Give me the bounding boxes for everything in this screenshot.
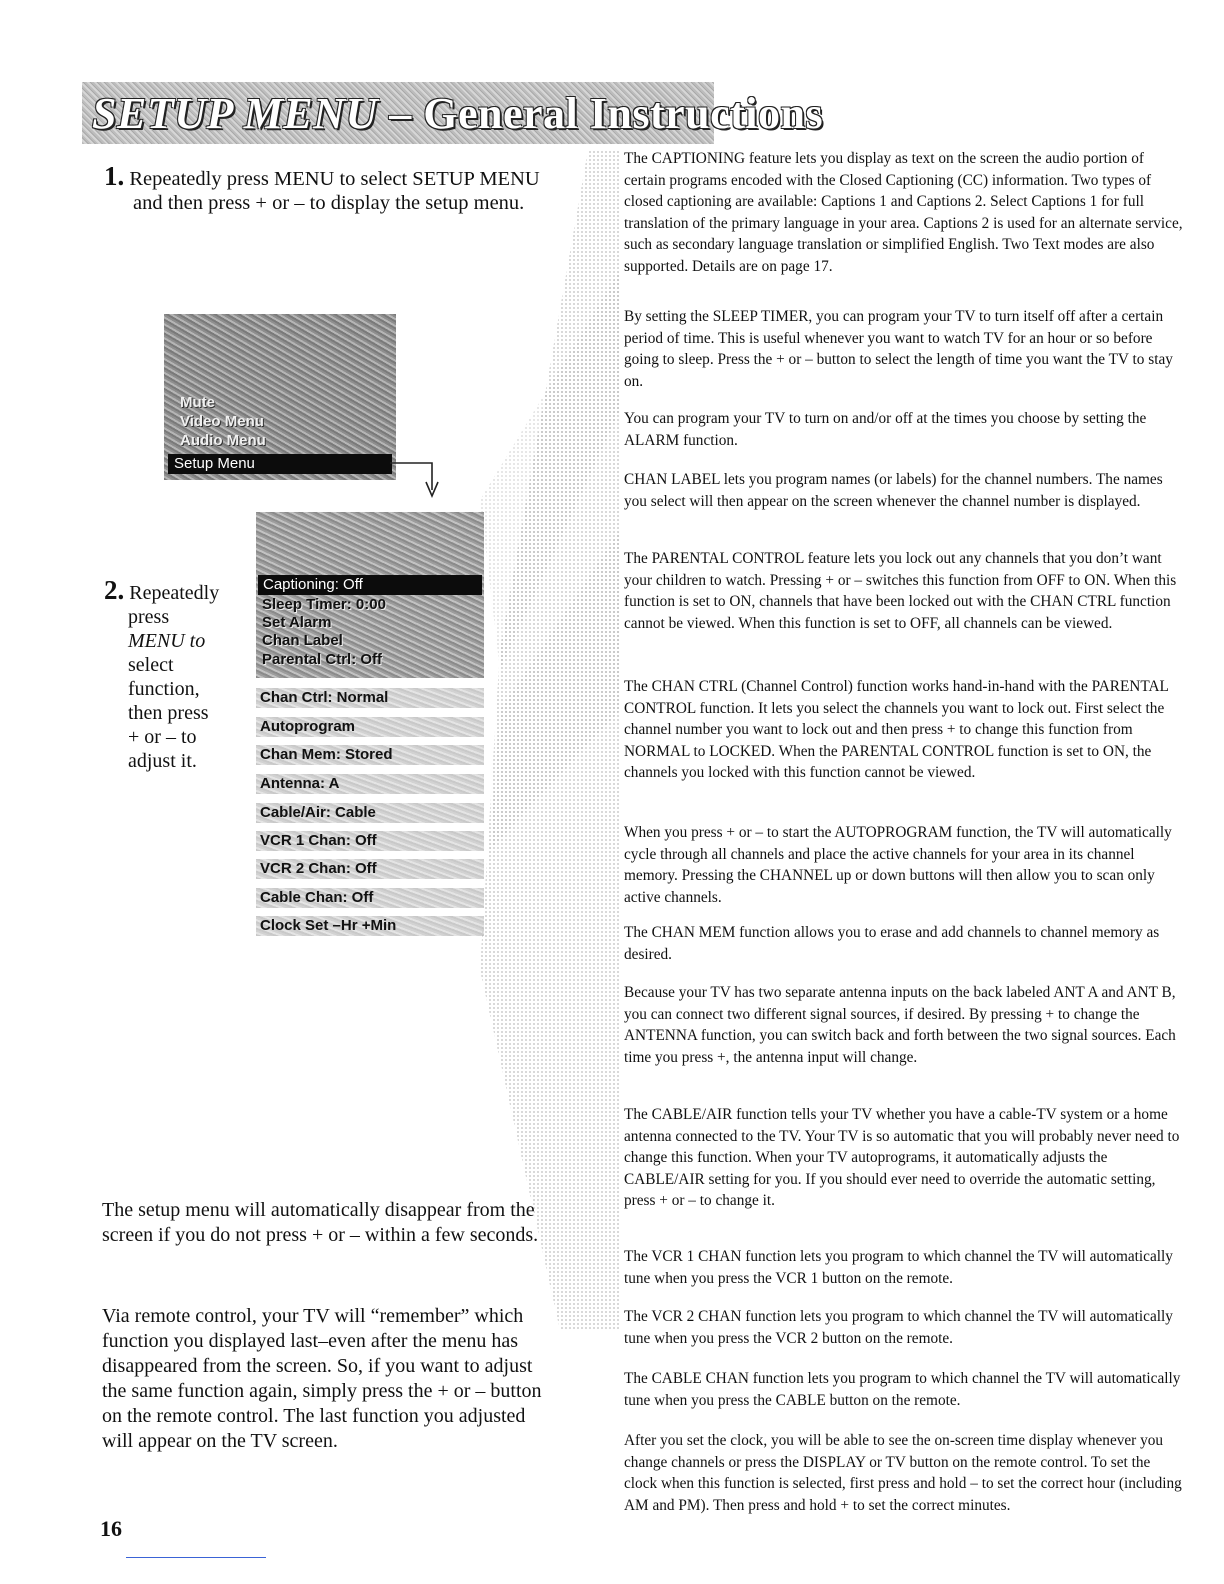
menu-item-cable-chan: Cable Chan: Off (256, 888, 484, 908)
desc-cable-air-text: The CABLE/AIR function tells your TV whether you have a cable-TV system or a home antenna connected to the TV. Your TV is so automatic that you will probably never need to change this function. When your TV autoprograms, it automatically adjusts the CABLE/AIR setting for you. If you should ever need to override the automatic setting, press + or – to change it. (624, 1106, 1180, 1209)
menu-item-cable-air: Cable/Air: Cable (256, 803, 484, 823)
desc-parental-control-text: The PARENTAL CONTROL feature lets you lock out any channels that you don’t want your children to watch. Pressing + or – switches this function from OFF to ON. When this function is set to ON, channels that have been locked out with the CHAN CTRL function cannot be viewed. When this function is set to OFF, all channels can be viewed. (624, 550, 1177, 632)
main-menu-screen (164, 314, 396, 480)
menu-item-autoprogram: Autoprogram (256, 717, 484, 737)
desc-captioning-text: The CAPTIONING feature lets you display as text on the screen the audio portion of certain programs encoded with the Closed Captioning (CC) information. Two types of closed captioning are available: Captions 1 and Captions 2. Select Captions 1 for full translation of the primary language in your area. Captions 2 is used for an alternate service, such as secondary language translation or simplified English. Two Text modes are also supported. Details are on page 17. (624, 150, 1183, 275)
menu-item-chan-mem: Chan Mem: Stored (256, 745, 484, 765)
desc-clock-set-text: After you set the clock, you will be able to see the on-screen time display whenever you change channels or press the DISPLAY or TV button on the remote control. To set the clock when this function is selected, first press and hold – to set the correct hour (including AM and PM). Then press and hold + to set the correct minutes. (624, 1432, 1182, 1514)
step-1-line-1: Repeatedly press MENU to select SETUP MENU (129, 168, 540, 190)
disappear-note: The setup menu will automatically disappear from the screen if you do not press + or – within a few seconds. (102, 1199, 539, 1246)
step-2-line-6: then press (128, 702, 209, 724)
menu-item-antenna: Antenna: A (256, 774, 484, 794)
desc-chan-ctrl (624, 676, 1184, 784)
menu-item-video-menu: Video Menu (180, 413, 264, 430)
desc-captioning (624, 148, 1184, 277)
desc-chan-ctrl-text: The CHAN CTRL (Channel Control) function works hand-in-hand with the PARENTAL CONTROL function. It lets you select the channels you want to lock out. First select the channel number you want to lock out and then press + to change this function from NORMAL to LOCKED. When the PARENTAL CONTROL function is set to ON, the channels you locked with this function cannot be viewed. (624, 678, 1169, 781)
menu-item-setup-menu-selected: Setup Menu (168, 454, 392, 474)
step-2-line-2: press (128, 606, 170, 628)
step-2-line-1: Repeatedly (129, 582, 220, 604)
step-1-number: 1. (104, 161, 125, 191)
menu-item-audio-menu: Audio Menu (180, 432, 266, 449)
menu-item-sleep-timer: Sleep Timer: 0:00 (262, 596, 386, 613)
desc-autoprogram (624, 822, 1184, 908)
desc-clock-set (624, 1430, 1184, 1516)
step-2 (104, 575, 244, 773)
step-2-line-7: + or – to (128, 726, 197, 748)
remember-note: Via remote control, your TV will “remember” which function you displayed last–even after the menu has disappeared from the screen. So, if you want to adjust the same function again, simply press the + or – button on the remote control. The last function you adjusted will appear on the TV screen. (102, 1305, 542, 1452)
page-title (92, 88, 823, 139)
desc-sleep-timer-text: By setting the SLEEP TIMER, you can program your TV to turn itself off after a certain period of time. This is useful whenever you want to watch TV for an hour or so before going to sleep. Press the + or – button to select the length of time you want the TV to stay on. (624, 308, 1173, 390)
menu-item-captioning-selected: Captioning: Off (258, 575, 482, 595)
page-number: 16 (100, 1516, 122, 1541)
menu-item-chan-label: Chan Label (262, 632, 343, 649)
menu-item-mute: Mute (180, 394, 215, 411)
desc-vcr2-chan (624, 1306, 1184, 1349)
title-banner (82, 82, 824, 144)
desc-vcr1-chan (624, 1246, 1184, 1289)
menu-item-chan-ctrl: Chan Ctrl: Normal (256, 688, 484, 708)
step-2-line-4: select (128, 654, 174, 676)
footer-rule (126, 1557, 266, 1558)
page-title-italic: SETUP MENU (92, 89, 378, 138)
menu-item-vcr1-chan: VCR 1 Chan: Off (256, 831, 484, 851)
desc-vcr2-chan-text: The VCR 2 CHAN function lets you program to which channel the TV will automatically tune when you press the VCR 2 button on the remote. (624, 1308, 1173, 1347)
desc-sleep-timer (624, 306, 1184, 392)
desc-alarm (624, 408, 1184, 451)
desc-chan-mem-text: The CHAN MEM function allows you to erase and add channels to channel memory as desired. (624, 924, 1160, 963)
step-2-line-3: MENU to (128, 630, 206, 652)
step-2-line-8: adjust it. (128, 750, 197, 772)
step-2-line-5: function, (128, 678, 200, 700)
desc-parental-control (624, 548, 1184, 634)
menu-item-clock-set: Clock Set –Hr +Min (256, 916, 484, 936)
desc-cable-chan (624, 1368, 1184, 1411)
step-2-number: 2. (104, 575, 125, 605)
page-title-rest: – General Instructions (377, 89, 824, 138)
desc-autoprogram-text: When you press + or – to start the AUTOPROGRAM function, the TV will automatically cycle through all channels and place the active channels for your area in its channel memory. Pressing the CHANNEL up or down buttons will then allow you to scan only active channels. (624, 824, 1172, 906)
desc-cable-chan-text: The CABLE CHAN function lets you program to which channel the TV will automatically tune when you press the CABLE button on the remote. (624, 1370, 1181, 1409)
desc-chan-mem (624, 922, 1184, 965)
desc-chan-label (624, 469, 1184, 512)
desc-antenna-text: Because your TV has two separate antenna inputs on the back labeled ANT A and ANT B, you can connect two different signal sources, if desired. By pressing + to change the ANTENNA function, you can switch back and forth between the two signal sources. Each time you press +, the antenna input will change. (624, 984, 1176, 1066)
desc-alarm-text: You can program your TV to turn on and/or off at the times you choose by setting the ALARM function. (624, 410, 1147, 449)
desc-cable-air (624, 1104, 1184, 1212)
desc-vcr1-chan-text: The VCR 1 CHAN function lets you program to which channel the TV will automatically tune when you press the VCR 1 button on the remote. (624, 1248, 1173, 1287)
menu-item-parental-ctrl: Parental Ctrl: Off (262, 651, 383, 668)
step-1-line-2: and then press + or – to display the setup menu. (133, 192, 525, 214)
menu-item-vcr2-chan: VCR 2 Chan: Off (256, 859, 484, 879)
menu-item-set-alarm: Set Alarm (262, 614, 332, 631)
desc-chan-label-text: CHAN LABEL lets you program names (or labels) for the channel numbers. The names you select will then appear on the screen whenever the channel number is displayed. (624, 471, 1163, 510)
desc-antenna (624, 982, 1184, 1068)
